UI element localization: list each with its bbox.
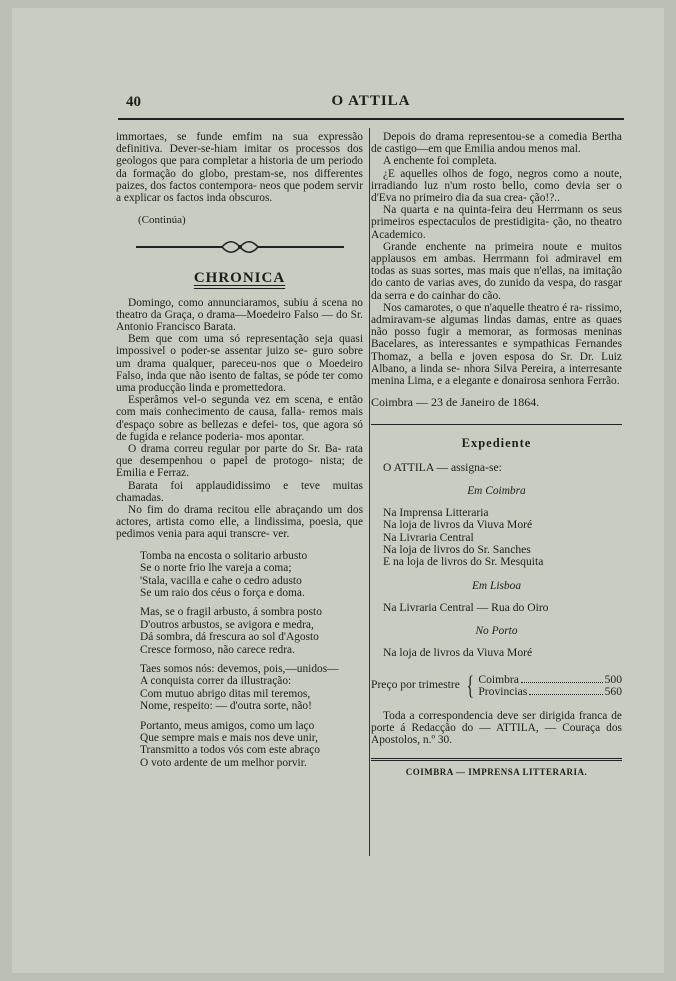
poem-stanza: Taes somos nós: devemos, pois,—unidos— A conquista correr da illustração: Com mutuo abrigo ditas mil teremos, Nome, respeito: — d'outra sorte, não! bbox=[140, 662, 339, 713]
header-rule bbox=[118, 118, 624, 120]
price-table bbox=[371, 670, 622, 700]
page-number: 40 bbox=[126, 94, 141, 110]
section-rule bbox=[371, 424, 622, 425]
left-column bbox=[116, 131, 363, 769]
poem-stanza: Portanto, meus amigos, como um laço Que sempre mais e mais nos deve unir, Transmitto a todos vós com este abraço O voto ardente de um melhor porvir. bbox=[140, 719, 320, 769]
price-row: Provincias 560 bbox=[478, 684, 622, 698]
poem-stanza: Mas, se o fragil arbusto, á sombra posto D'outros arbustos, se avigora e medra, Dá sombra, dá frescura ao sol d'Agosto Cresce formoso, não carece redra. bbox=[140, 606, 322, 656]
list-item: Na loja de livros da Viuva Moré bbox=[383, 646, 533, 660]
list-item: E na loja de livros do Sr. Mesquita bbox=[383, 555, 544, 569]
right-column bbox=[371, 131, 622, 778]
location-heading: Em Coimbra bbox=[467, 484, 526, 497]
chronica-paragraph: Esperâmos vel-o segunda vez em scena, e então com mais conhecimento de causa, falla- remos mais d'espaço sobre as bellezas e defei- tos, que agora só de fugida e relance poderia- mos apontar. bbox=[116, 394, 363, 443]
dateline: Coimbra — 23 de Janeiro de 1864. bbox=[371, 395, 540, 410]
chronica-paragraph: Depois do drama representou-se a comedia Bertha de castigo—em que Emilia andou menos mal. bbox=[371, 131, 622, 156]
chronica-paragraph: Bem que com uma só representação seja quasi impossivel o poder-se assentar juizo se- guro sobre um drama qualquer, pareceu-nos que o Moedeiro Falso, inda que não isento de faltas, se póde ter como uma producção linda e promettedora. bbox=[116, 333, 364, 395]
chronica-paragraph: Na quarta e na quinta-feira deu Herrmann os seus primeiros espectaculos de prestidigita- ção, no theatro Academico. bbox=[371, 204, 622, 241]
section-title-expediente: Expediente bbox=[461, 436, 532, 451]
list-item: Na Imprensa Litteraria bbox=[383, 506, 489, 520]
column-divider bbox=[369, 128, 370, 856]
continua-note: (Continúa) bbox=[138, 214, 186, 227]
chronica-paragraph: No fim do drama recitou elle abraçando um dos actores, artista como elle, a lindissima, poesia, que pedimos venia para aqui transcre- ver. bbox=[116, 504, 364, 541]
chronica-paragraph: Nos camarotes, o que n'aquelle theatro é ra- rissimo, admiravam-se algumas lindas damas, entre as quaes não posso fugir a memorar, as formosas meninas Bacelares, as interessantes e sympathicas Fernandes Thomaz, a bella e joven esposa do Sr. Dr. Luiz Albano, a linda se- nhora Silva Pereira, a interresante menina Lima, e a elegante e donairosa senhora Ferrão. bbox=[371, 301, 623, 388]
price-label: Preço por trimestre bbox=[371, 678, 460, 692]
chronica-paragraph: Barata foi applaudidissimo e teve muitas chamadas. bbox=[116, 479, 363, 504]
list-item: Na Livraria Central bbox=[383, 530, 474, 544]
list-item: Na loja de livros do Sr. Sanches bbox=[383, 542, 531, 556]
running-title: O ATTILA bbox=[331, 93, 411, 109]
correspondence-notice: Toda a correspondencia deve ser dirigida franca de porte á Redacção do — ATTILA, — Couraça dos Apostolos, n.º 30. bbox=[371, 709, 622, 746]
list-item: Na loja de livros da Viuva Moré bbox=[383, 518, 533, 532]
poem-stanza: Tomba na encosta o solitario arbusto Se o norte frio lhe vareja a coma; 'Stala, vacilla e cahe o cedro adusto Se um raio dos céus o força e doma. bbox=[140, 549, 308, 599]
chronica-paragraph: ¿E aquelles olhos de fogo, negros como a noute, irradiando luz n'um rosto bello, como devia ser o d'Eva no primeiro dia da sua crea- ção!?.. bbox=[371, 167, 622, 205]
ornament-rule-icon bbox=[134, 240, 346, 254]
list-item: Na Livraria Central — Rua do Oiro bbox=[383, 600, 549, 614]
assigna-line: O ATTILA — assigna-se: bbox=[383, 460, 502, 474]
price-row: Coimbra 500 bbox=[478, 672, 622, 686]
chronica-paragraph: O drama correu regular por parte do Sr. Ba- rata que desempenhou o papel de protogo- nista; de Emilia e Ferraz. bbox=[116, 443, 363, 480]
section-title-chronica: CHRONICA bbox=[193, 270, 286, 287]
brace-icon: { bbox=[466, 670, 474, 700]
chronica-paragraph: A enchente foi completa. bbox=[383, 155, 497, 168]
intro-paragraph: immortaes, se funde emfim na sua expressão definitiva. Dever-se-hiam imitar os processos dos geologos que para completar a historia de um periodo da formação do globo, prestam-se, nos differentes paizes, dos factos contempora- neos que podem servir a explicar os factos inda obscuros. bbox=[116, 131, 363, 205]
chronica-paragraph: Grande enchente na primeira noute e muitos applausos em ambas. Herrmann foi admiravel em todas as suas sortes, mas mais que n'ellas, na imitação do canto de varias aves, do zunido da vespa, do rasgar da serra e do cainhar do cão. bbox=[371, 240, 622, 302]
imprint: COIMBRA — IMPRENSA LITTERARIA. bbox=[405, 767, 588, 778]
location-heading: Em Lisboa bbox=[471, 579, 522, 592]
chronica-paragraph: Domingo, como annunciaramos, subiu á scena no theatro da Graça, o drama—Moedeiro Falso — do Sr. Antonio Francisco Barata. bbox=[116, 296, 363, 334]
location-heading: No Porto bbox=[475, 625, 518, 638]
footer-rule bbox=[371, 758, 622, 761]
page-header bbox=[118, 88, 624, 114]
